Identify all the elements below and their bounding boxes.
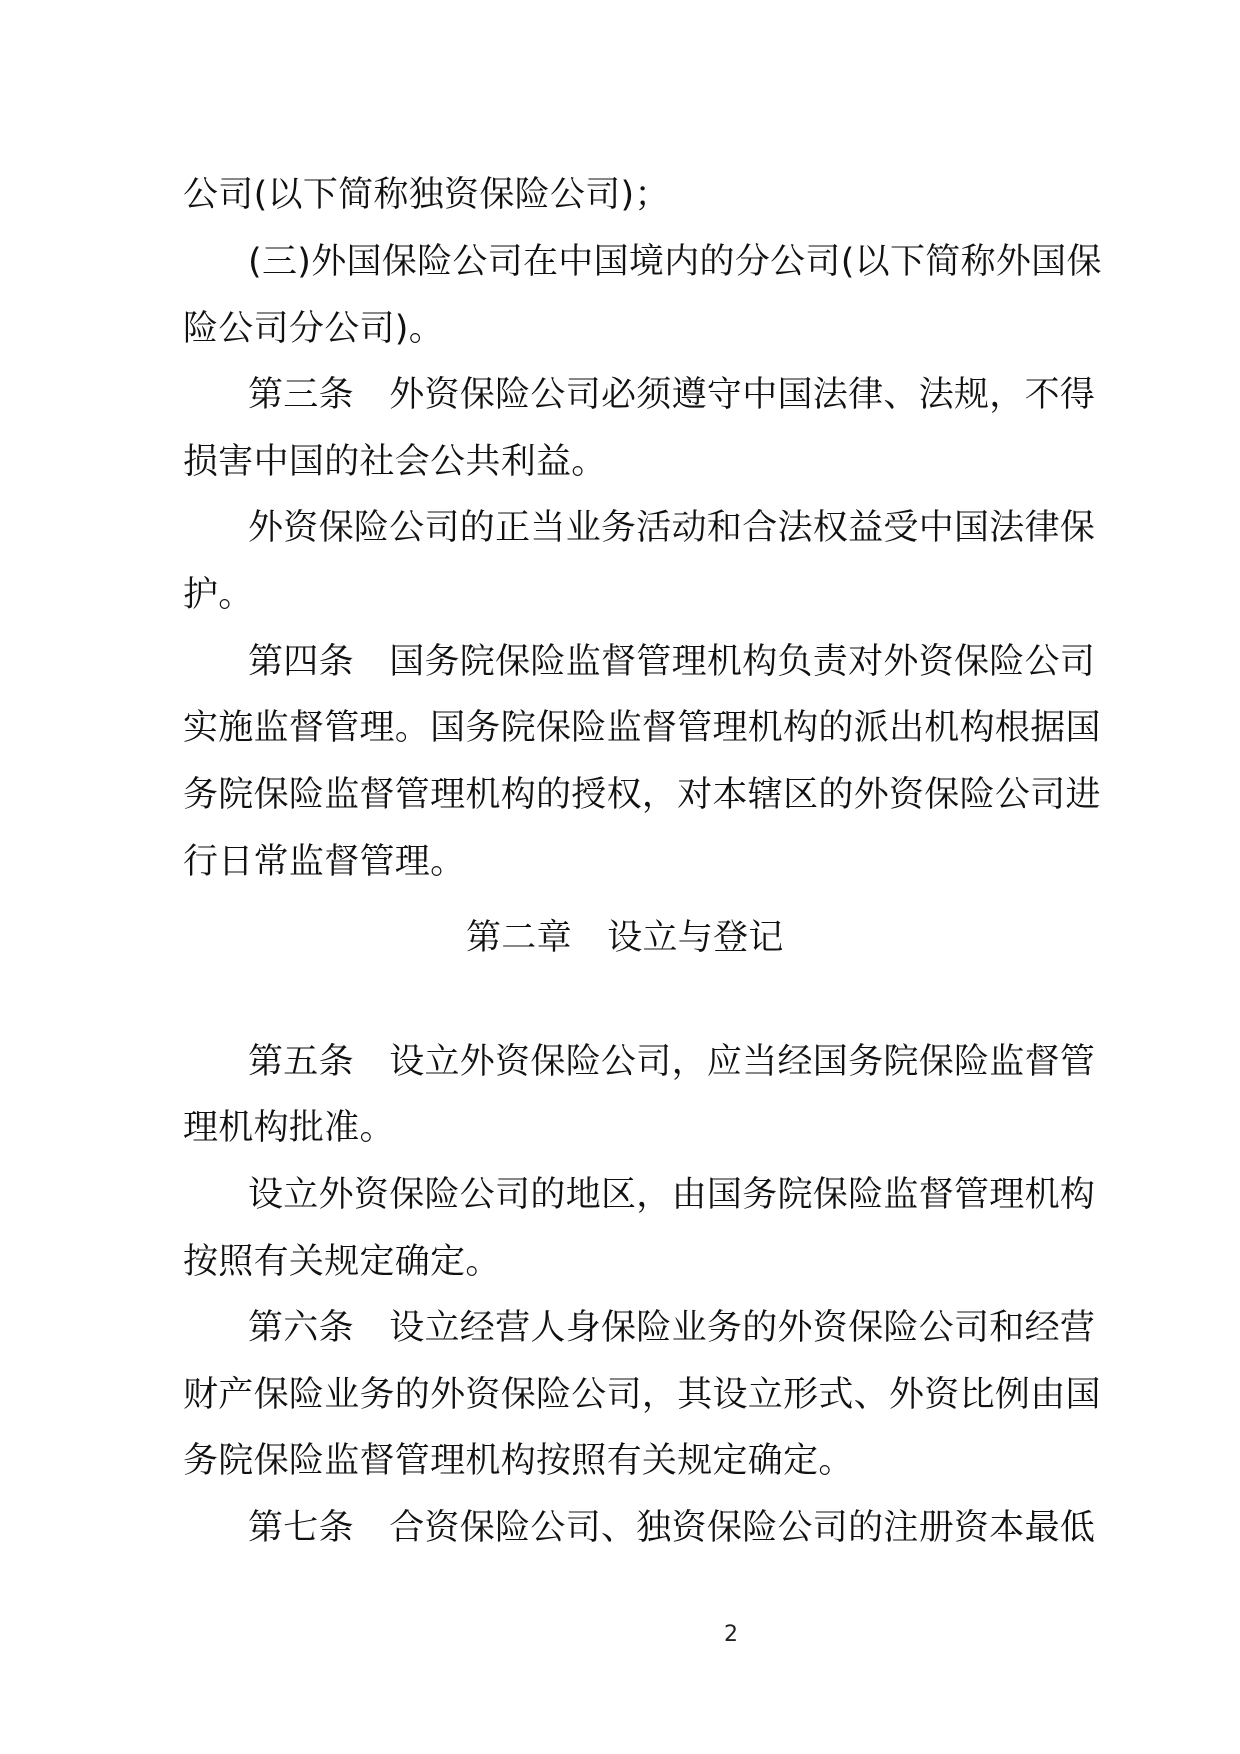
text-line: 外资保险公司的正当业务活动和合法权益受中国法律保 — [248, 508, 1096, 548]
text-line: 财产保险业务的外资保险公司，其设立形式、外资比例由国 — [183, 1375, 1101, 1415]
text-line: 行日常监督管理。 — [183, 842, 466, 882]
article-4-line: 第四条 国务院保险监督管理机构负责对外资保险公司 — [248, 642, 1096, 682]
text-line: 险公司分公司)。 — [183, 309, 445, 349]
article-3-line: 第三条 外资保险公司必须遵守中国法律、法规，不得 — [248, 375, 1096, 415]
text-line: 按照有关规定确定。 — [183, 1242, 501, 1282]
text-line: (三)外国保险公司在中国境内的分公司(以下简称外国保 — [248, 242, 1102, 282]
text-line: 实施监督管理。国务院保险监督管理机构的派出机构根据国 — [183, 708, 1101, 748]
chapter-heading: 第二章 设立与登记 — [466, 918, 784, 958]
text-line: 理机构批准。 — [183, 1108, 395, 1148]
page-number: 2 — [724, 1622, 738, 1647]
text-line: 务院保险监督管理机构的授权，对本辖区的外资保险公司进 — [183, 775, 1101, 815]
text-line: 损害中国的社会公共利益。 — [183, 442, 607, 482]
text-line: 护。 — [183, 575, 254, 615]
text-line: 公司(以下简称独资保险公司)； — [183, 175, 670, 215]
article-6-line: 第六条 设立经营人身保险业务的外资保险公司和经营 — [248, 1308, 1096, 1348]
text-line: 务院保险监督管理机构按照有关规定确定。 — [183, 1441, 854, 1481]
article-7-line: 第七条 合资保险公司、独资保险公司的注册资本最低 — [248, 1508, 1096, 1548]
article-5-line: 第五条 设立外资保险公司，应当经国务院保险监督管 — [248, 1042, 1096, 1082]
text-line: 设立外资保险公司的地区，由国务院保险监督管理机构 — [248, 1175, 1096, 1215]
